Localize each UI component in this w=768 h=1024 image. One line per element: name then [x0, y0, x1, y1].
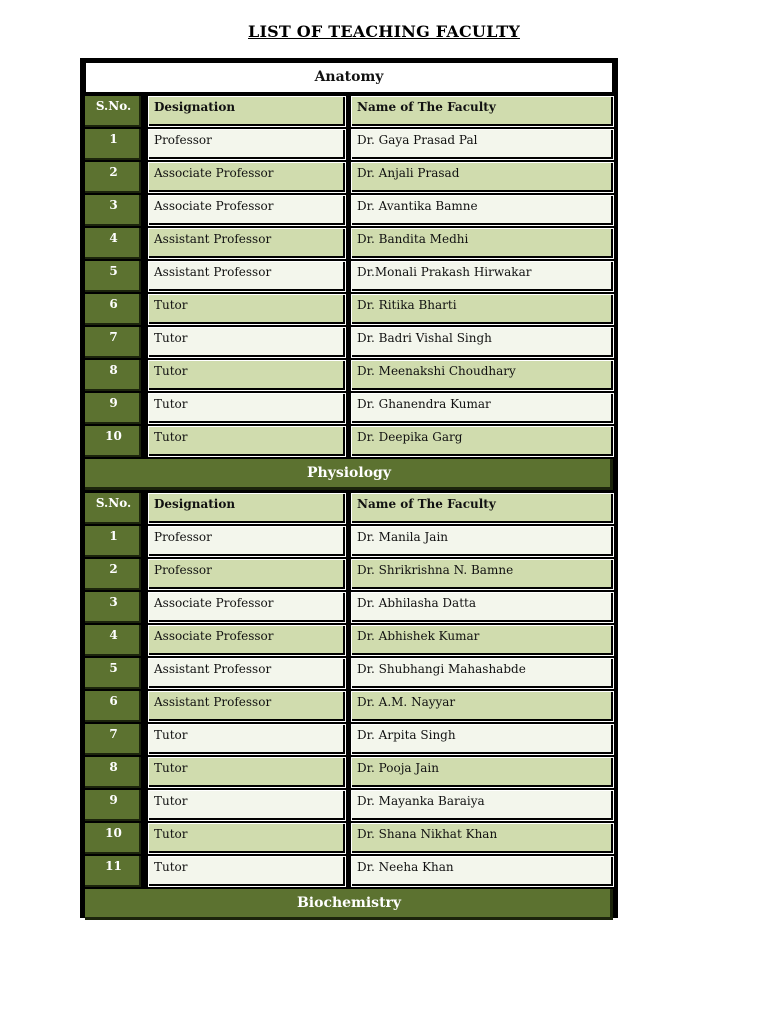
row-faculty-name: Dr. Shubhangi Mahashabde — [351, 658, 614, 689]
row-designation: Tutor — [148, 757, 346, 788]
row-faculty-name: Dr. Ghanendra Kumar — [351, 393, 614, 424]
row-sno: 7 — [85, 327, 144, 358]
row-faculty-name: Dr. Meenakshi Choudhary — [351, 360, 614, 391]
row-sno: 6 — [85, 691, 144, 722]
table-row — [83, 856, 615, 887]
row-faculty-name: Dr. Pooja Jain — [351, 757, 614, 788]
table-row — [83, 757, 615, 788]
row-sno: 3 — [85, 195, 144, 226]
faculty-table — [80, 58, 618, 918]
row-faculty-name: Dr. Anjali Prasad — [351, 162, 614, 193]
section-heading-anatomy: Anatomy — [85, 62, 613, 93]
section-heading-biochemistry: Biochemistry — [85, 889, 613, 920]
row-faculty-name: Dr. Abhilasha Datta — [351, 592, 614, 623]
row-faculty-name: Dr. A.M. Nayyar — [351, 691, 614, 722]
row-faculty-name: Dr. Arpita Singh — [351, 724, 614, 755]
row-designation: Tutor — [148, 856, 346, 887]
table-row — [83, 559, 615, 590]
row-faculty-name: Dr. Manila Jain — [351, 526, 614, 557]
row-faculty-name: Dr. Abhishek Kumar — [351, 625, 614, 656]
row-designation: Assistant Professor — [148, 261, 346, 292]
row-designation: Tutor — [148, 823, 346, 854]
row-designation: Tutor — [148, 393, 346, 424]
row-faculty-name: Dr. Badri Vishal Singh — [351, 327, 614, 358]
header-designation: Designation — [148, 96, 346, 127]
row-faculty-name: Dr. Shrikrishna N. Bamne — [351, 559, 614, 590]
row-sno: 1 — [85, 129, 144, 160]
table-row — [83, 162, 615, 193]
row-faculty-name: Dr. Deepika Garg — [351, 426, 614, 457]
row-designation: Associate Professor — [148, 592, 346, 623]
table-row — [83, 261, 615, 292]
table-body — [83, 61, 615, 915]
table-row — [83, 790, 615, 821]
table-row — [83, 526, 615, 557]
row-sno: 3 — [85, 592, 144, 623]
row-designation: Tutor — [148, 790, 346, 821]
row-designation: Tutor — [148, 426, 346, 457]
row-sno: 8 — [85, 360, 144, 391]
row-faculty-name: Dr. Avantika Bamne — [351, 195, 614, 226]
row-sno: 7 — [85, 724, 144, 755]
row-sno: 8 — [85, 757, 144, 788]
table-row — [83, 294, 615, 325]
row-sno: 5 — [85, 261, 144, 292]
row-designation: Assistant Professor — [148, 228, 346, 259]
row-sno: 11 — [85, 856, 144, 887]
row-designation: Associate Professor — [148, 195, 346, 226]
row-designation: Assistant Professor — [148, 691, 346, 722]
page-title: LIST OF TEACHING FACULTY — [248, 22, 520, 41]
table-row — [83, 592, 615, 623]
row-sno: 5 — [85, 658, 144, 689]
row-sno: 2 — [85, 559, 144, 590]
row-sno: 10 — [85, 426, 144, 457]
header-name: Name of The Faculty — [351, 96, 614, 127]
row-designation: Tutor — [148, 724, 346, 755]
row-sno: 4 — [85, 228, 144, 259]
row-sno: 9 — [85, 790, 144, 821]
row-designation: Associate Professor — [148, 162, 346, 193]
header-sno: S.No. — [85, 96, 144, 127]
table-row — [83, 691, 615, 722]
row-sno: 6 — [85, 294, 144, 325]
row-sno: 10 — [85, 823, 144, 854]
table-header-row — [83, 96, 615, 127]
table-row — [83, 360, 615, 391]
table-row — [83, 129, 615, 160]
table-row — [83, 393, 615, 424]
row-sno: 2 — [85, 162, 144, 193]
row-designation: Assistant Professor — [148, 658, 346, 689]
table-row — [83, 426, 615, 457]
row-faculty-name: Dr. Mayanka Baraiya — [351, 790, 614, 821]
row-faculty-name: Dr. Shana Nikhat Khan — [351, 823, 614, 854]
row-faculty-name: Dr. Gaya Prasad Pal — [351, 129, 614, 160]
row-sno: 4 — [85, 625, 144, 656]
table-row — [83, 625, 615, 656]
row-sno: 9 — [85, 393, 144, 424]
table-row — [83, 823, 615, 854]
row-designation: Associate Professor — [148, 625, 346, 656]
row-faculty-name: Dr. Ritika Bharti — [351, 294, 614, 325]
table-row — [83, 195, 615, 226]
section-heading-physiology: Physiology — [85, 459, 613, 490]
table-header-row — [83, 493, 615, 524]
row-designation: Professor — [148, 559, 346, 590]
table-row — [83, 658, 615, 689]
header-name: Name of The Faculty — [351, 493, 614, 524]
row-designation: Tutor — [148, 294, 346, 325]
table-row — [83, 327, 615, 358]
row-faculty-name: Dr. Neeha Khan — [351, 856, 614, 887]
table-row — [83, 724, 615, 755]
row-faculty-name: Dr. Bandita Medhi — [351, 228, 614, 259]
row-sno: 1 — [85, 526, 144, 557]
row-designation: Tutor — [148, 360, 346, 391]
row-faculty-name: Dr.Monali Prakash Hirwakar — [351, 261, 614, 292]
row-designation: Professor — [148, 526, 346, 557]
table-row — [83, 228, 615, 259]
row-designation: Professor — [148, 129, 346, 160]
row-designation: Tutor — [148, 327, 346, 358]
header-designation: Designation — [148, 493, 346, 524]
header-sno: S.No. — [85, 493, 144, 524]
